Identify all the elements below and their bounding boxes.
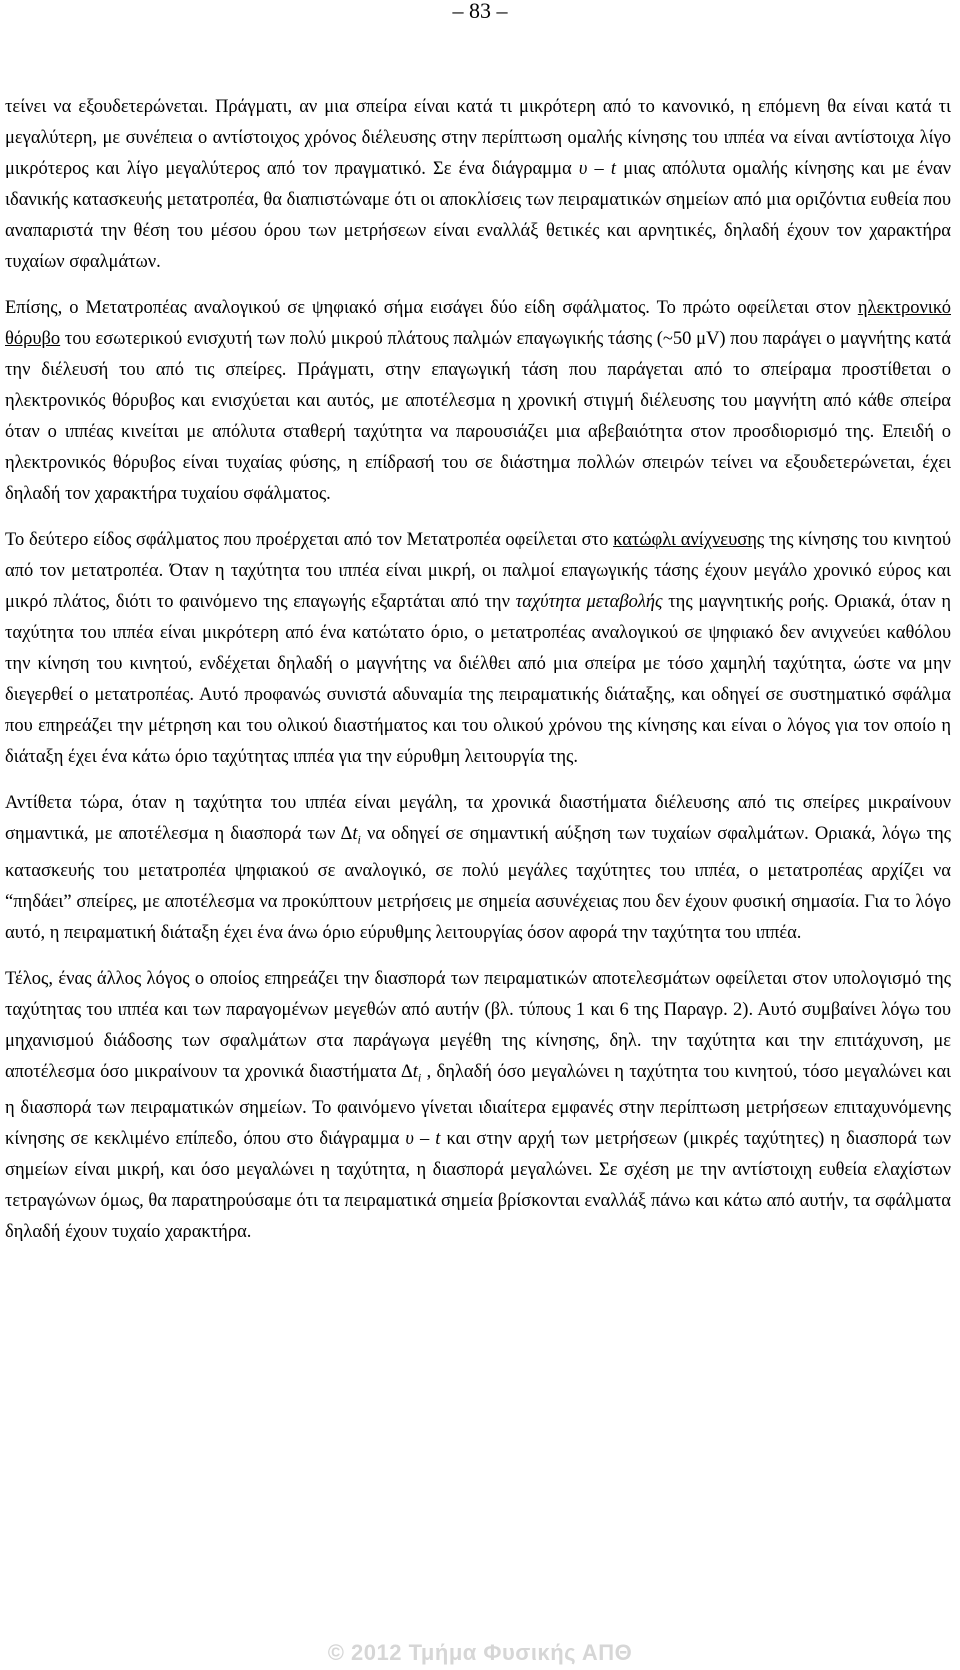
text-run: του εσωτερικού ενισχυτή των πολύ μικρού πλάτους παλμών επαγωγικής τάσης (~50 μV) που παράγει ο μαγνήτης κατά την διέλευσή του από τις σπείρες. Πράγματι, στην επαγωγική τάση που παράγεται από το σπείραμα προστίθεται ο ηλεκτρονικός θόρυβος και ενισχύεται και αυτός, με αποτέλεσμα η χρονική στιγμή διέλευσης του μαγνήτη από κάθε σπείρα όταν ο ιππέας κινείται με απόλυτα σταθερή ταχύτητα να παρουσιάζει μια αβεβαιότητα στον προσδιορισμό της. Επειδή ο ηλεκτρονικός θόρυβος είναι τυχαίας φύσης, η επίδρασή του σε διάστημα πολλών σπειρών τείνει να εξουδετερώνεται, έχει δηλαδή τον χαρακτήρα τυχαίου σφάλματος. bbox=[5, 329, 951, 504]
text-run: , δηλαδή όσο μεγαλώνει η ταχύτητα του κινητού, τόσο μεγαλώνει και η διασπορά των πειραματικών σημείων. Το φαινόμενο γίνεται ιδιαίτερα εμφανές στην περίπτωση μετρήσεων επιταχυνόμενης κίνησης σε κεκλιμένο επίπεδο, όπου στο διάγραμμα bbox=[5, 1061, 952, 1150]
text-run: και στην αρχή των μετρήσεων (μικρές ταχύτητες) η διασπορά των σημείων είναι μικρή, και όσο μεγαλώνει η ταχύτητα, η διασπορά μεγαλώνει. Σε σχέση με την αντίστοιχη ευθεία ελαχίστων τετραγώνων όμως, θα παρατηρούσαμε ότι τα πειραματικά σημεία βρίσκονται εναλλάξ πάνω και κάτω από αυτήν, τα σφάλματα δηλαδή έχουν τυχαίο χαρακτήρα. bbox=[5, 1129, 951, 1243]
text-run: μιας απόλυτα ομαλής κίνησης και με έναν ιδανικής κατασκευής μετατροπέα, θα διαπιστώναμε ότι οι αποκλίσεις των πειραματικών σημείων από μια οριζόντια ευθεία που αναπαριστά την θέση του μέσου όρου των μετρήσεων είναι εναλλάξ θετικές και αρνητικές, δηλαδή έχουν τον χαρακτήρα τυχαίων σφαλμάτων. bbox=[5, 159, 951, 272]
document-body bbox=[5, 92, 951, 1263]
italic-text: t bbox=[352, 824, 358, 844]
text-run: να οδηγεί σε σημαντική αύξηση των τυχαίων σφαλμάτων. Οριακά, λόγω της κατασκευής του μετατροπέα ψηφιακού σε αναλογικό, σε πολύ μεγάλες ταχύτητες του ιππέα, ο μετατροπέας αρχίζει να “πηδάει” σπείρες, με αποτέλεσμα να προκύπτουν μετρήσεις με σημεία ασυνέχειας που δεν έχουν φυσική σημασία. Για το λόγο αυτό, η πειραματική διάταξη έχει ένα άνω όριο εύρυθμης λειτουργίας όσον αφορά την ταχύτητα του ιππέα. bbox=[5, 824, 951, 943]
subscript-text: i bbox=[417, 1070, 422, 1085]
italic-text: υ – t bbox=[405, 1129, 441, 1150]
text-run: της μαγνητικής ροής. Οριακά, όταν η ταχύτητα του ιππέα είναι μικρότερη από ένα κατώτατο όριο, ο μετατροπέας αναλογικού σε ψηφιακό δεν ανιχνεύει καθόλου την κίνηση του κινητού, ενδέχεται δηλαδή ο μαγνήτης να διέλθει από μια σπείρα με τόσο χαμηλή ταχύτητα, ώστε να μην διεγερθεί ο μετατροπέας. Αυτό προφανώς συνιστά αδυναμία της πειραματικής διάταξης, και οδηγεί σε συστηματικό σφάλμα που επηρεάζει την μέτρηση και του ολικού διαστήματος και του ολικού χρόνου της κίνησης και είναι ο λόγος για τον οποίο η διάταξη έχει ένα κάτω όριο ταχύτητας ιππέα για την εύρυθμη λειτουργία της. bbox=[5, 592, 951, 767]
text-run: της κίνησης του κινητού από τον μετατροπέα. Όταν η ταχύτητα του ιππέα είναι μικρή, οι παλμοί επαγωγικής τάσης έχουν μεγάλο χρονικό εύρος και μικρό πλάτος, διότι το φαινόμενο της επαγωγής εξαρτάται από την bbox=[5, 530, 952, 612]
page-number: – 83 – bbox=[452, 0, 508, 23]
text-run: Επίσης, ο Μετατροπέας αναλογικού σε ψηφιακό σήμα εισάγει δύο είδη σφάλματος. Το πρώτο οφείλεται στον bbox=[5, 298, 858, 318]
paragraph bbox=[5, 525, 951, 773]
text-run: τείνει να εξουδετερώνεται. Πράγματι, αν μια σπείρα είναι κατά τι μικρότερη από το κανονικό, η επόμενη θα είναι κατά τι μεγαλύτερη, με συνέπεια ο αντίστοιχος χρόνος διέλευσης στην περίπτωση ομαλής κίνησης του ιππέα να είναι αντίστοιχα λίγο μικρότερος και λίγο μεγαλύτερος από τον πραγματικό. Σε ένα διάγραμμα bbox=[5, 97, 951, 179]
text-run: Το δεύτερο είδος σφάλματος που προέρχεται από τον Μετατροπέα οφείλεται στο bbox=[5, 530, 614, 550]
subscript-text: i bbox=[357, 832, 361, 847]
italic-text: t bbox=[412, 1061, 418, 1082]
paragraph bbox=[5, 964, 951, 1249]
text-run: Τέλος, ένας άλλος λόγος ο οποίος επηρεάζει την διασπορά των πειραματικών αποτελεσμάτων οφείλεται στον υπολογισμό της ταχύτητας του ιππέα και των παραγομένων μεγεθών από αυτήν (βλ. τύπους 1 και 6 της Παραγρ. 2). Αυτό συμβαίνει λόγω του μηχανισμού διάδοσης των σφαλμάτων στα παράγωγα μεγέθη της κίνησης, δηλ. την ταχύτητα και την επιτάχυνση, με αποτέλεσμα όσο μικραίνουν τα χρονικά διαστήματα Δ bbox=[5, 968, 951, 1082]
paragraph bbox=[5, 293, 951, 510]
copyright-footer: © 2012 Τμήμα Φυσικής ΑΠΘ bbox=[327, 1640, 633, 1665]
underlined-term: ηλεκτρονικό θόρυβο bbox=[5, 298, 951, 349]
paragraph bbox=[5, 788, 951, 949]
italic-text: υ – t bbox=[578, 159, 617, 179]
italic-text: ταχύτητα μεταβολής bbox=[515, 592, 663, 612]
underlined-term: κατώφλι ανίχνευσης bbox=[613, 530, 765, 550]
text-run: Δ bbox=[340, 824, 353, 844]
text-run: Αντίθετα τώρα, όταν η ταχύτητα του ιππέα είναι μεγάλη, τα χρονικά διαστήματα διέλευσης από τις σπείρες μικραίνουν σημαντικά, με αποτέλεσμα η διασπορά των bbox=[5, 793, 951, 844]
paragraph bbox=[5, 92, 951, 278]
